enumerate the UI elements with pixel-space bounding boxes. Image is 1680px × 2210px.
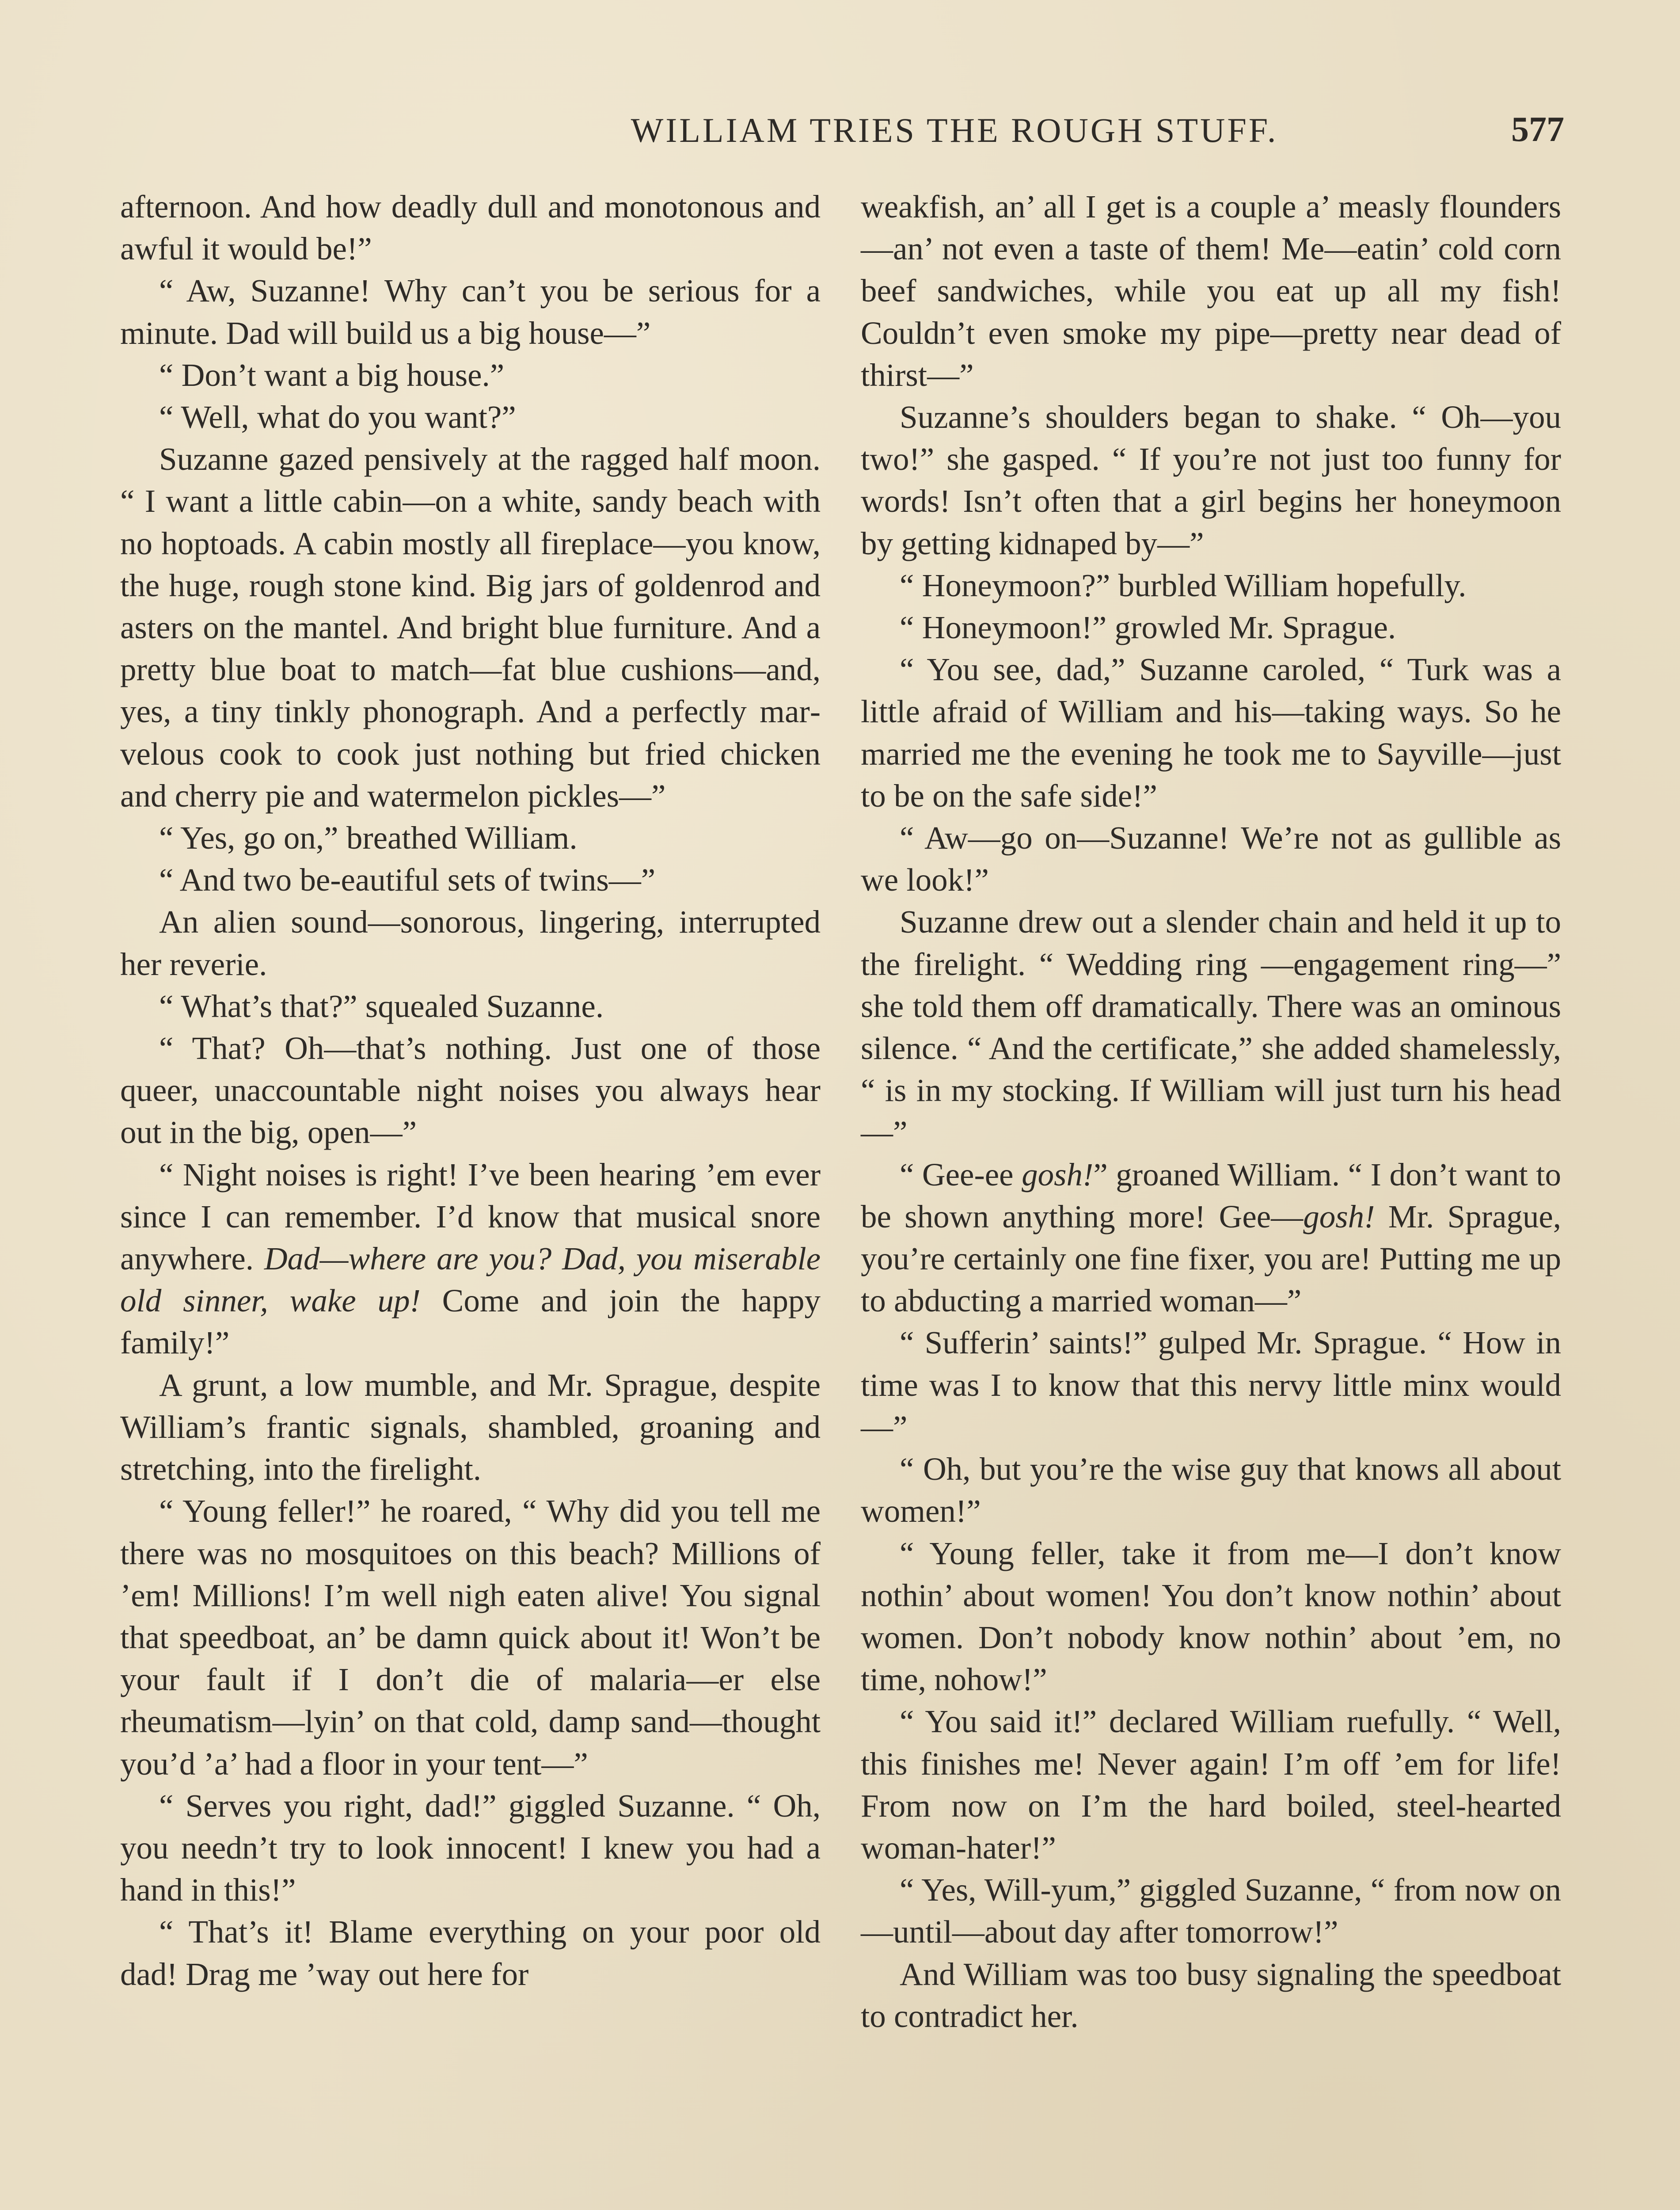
paragraph: “ Honeymoon?” burbled William hopefully. <box>900 567 1467 603</box>
paragraph: weakfish, an’ all I get is a couple a’ measly flounders—an’ not even a taste of them! Me—eatin’ cold corn beef sandwiches, while you eat up all my fish! Couldn’t even smoke my pipe—pretty near dead of thirst—” <box>861 189 1561 393</box>
paragraph: “ And two be-eautiful sets of twins—” <box>159 862 656 898</box>
paragraph: “ Don’t want a big house.” <box>159 357 505 393</box>
paragraph: “ Gee-ee gosh!” groaned William. “ I don’t want to be shown anything more! Gee—gosh! Mr. Sprague, you’re certainly one fine fixer, you are! Putting me up to abducting a married woman—” <box>861 1156 1561 1319</box>
paragraph: Suzanne gazed pensively at the ragged half moon. “ I want a little cabin—on a white, sandy beach with no hoptoads. A cabin mostly all fireplace—you know, the huge, rough stone kind. Big jars of goldenrod and asters on the mantel. And bright blue furniture. And a pretty blue boat to match—fat blue cushions—and, yes, a tiny tinkly phonograph. And a perfectly marvelous cook to cook just nothing but fried chicken and cherry pie and watermelon pickles—” <box>120 441 821 814</box>
paragraph: “ That? Oh—that’s nothing. Just one of those queer, unaccountable night noises you always hear out in the big, open—” <box>120 1030 821 1151</box>
paragraph: afternoon. And how deadly dull and monotonous and awful it would be!” <box>120 189 821 267</box>
paragraph: “ Serves you right, dad!” giggled Suzanne. “ Oh, you needn’t try to look innocent! I knew you had a hand in this!” <box>120 1787 821 1908</box>
paragraph: “ Yes, Will-yum,” giggled Suzanne, “ from now on—until—about day after tomorrow!” <box>861 1872 1561 1950</box>
paragraph: A grunt, a low mumble, and Mr. Sprague, despite William’s frantic signals, shambled, groaning and stretching, into the firelight. <box>120 1367 821 1487</box>
paragraph: “ Oh, but you’re the wise guy that knows all about women!” <box>861 1451 1561 1529</box>
paragraph: Suzanne drew out a slender chain and held it up to the firelight. “ Wedding ring —engagement ring—” she told them off dramatically. There was an ominous silence. “ And the certificate,” she added shamelessly, “ is in my stocking. If William will just turn his head—” <box>861 904 1561 1151</box>
paragraph: “ Young feller, take it from me—I don’t know nothin’ about women! You don’t know nothin’ about women. Don’t nobody know nothin’ about ’em, no time, nohow!” <box>861 1535 1561 1698</box>
running-title: WILLIAM TRIES THE ROUGH STUFF. <box>631 111 1278 149</box>
left-text-column <box>120 186 821 1995</box>
paragraph: “ Aw, Suzanne! Why can’t you be serious for a minute. Dad will build us a big house—” <box>120 273 821 351</box>
paragraph: An alien sound—sonorous, lingering, interrupted her reverie. <box>120 904 821 982</box>
paragraph: And William was too busy signaling the speedboat to contradict her. <box>861 1956 1561 2034</box>
paragraph: “ Well, what do you want?” <box>159 399 516 435</box>
paragraph: “ That’s it! Blame everything on your poor old dad! Drag me ’way out here for <box>120 1914 821 1992</box>
paragraph: “ Sufferin’ saints!” gulped Mr. Sprague. “ How in time was I to know that this nervy little minx would—” <box>861 1325 1561 1445</box>
paragraph: “ What’s that?” squealed Suzanne. <box>159 988 604 1024</box>
paragraph: Suzanne’s shoulders began to shake. “ Oh—you two!” she gasped. “ If you’re not just too funny for words! Isn’t often that a girl begins her honeymoon by getting kidnaped by—” <box>861 399 1561 561</box>
page-number: 577 <box>1511 110 1564 149</box>
paragraph: “ Aw—go on—Suzanne! We’re not as gullible as we look!” <box>861 820 1561 898</box>
paragraph: “ You said it!” declared William ruefully. “ Well, this finishes me! Never again! I’m off ’em for life! From now on I’m the hard boiled, steel-hearted woman-hater!” <box>861 1703 1561 1866</box>
paragraph: “ Young feller!” he roared, “ Why did you tell me there was no mosquitoes on this beach? Millions of ’em! Millions! I’m well nigh eaten alive! You signal that speedboat, an’ be damn quick about it! Won’t be your fault if I don’t die of malaria—er else rheumatism—lyin’ on that cold, damp sand—thought you’d ’a’ had a floor in your tent—” <box>120 1493 821 1782</box>
right-text-column <box>861 186 1561 2037</box>
paragraph: “ Yes, go on,” breathed William. <box>159 820 578 856</box>
paragraph: “ You see, dad,” Suzanne caroled, “ Turk was a little afraid of William and his—taking ways. So he married me the evening he took me to Sayville—just to be on the safe side!” <box>861 652 1561 814</box>
paragraph: “ Night noises is right! I’ve been hearing ’em ever since I can remember. I’d know that musical snore anywhere. Dad—where are you? Dad, you miserable old sinner, wake up! Come and join the happy family!” <box>120 1156 821 1361</box>
paragraph: “ Honeymoon!” growled Mr. Sprague. <box>900 610 1396 646</box>
